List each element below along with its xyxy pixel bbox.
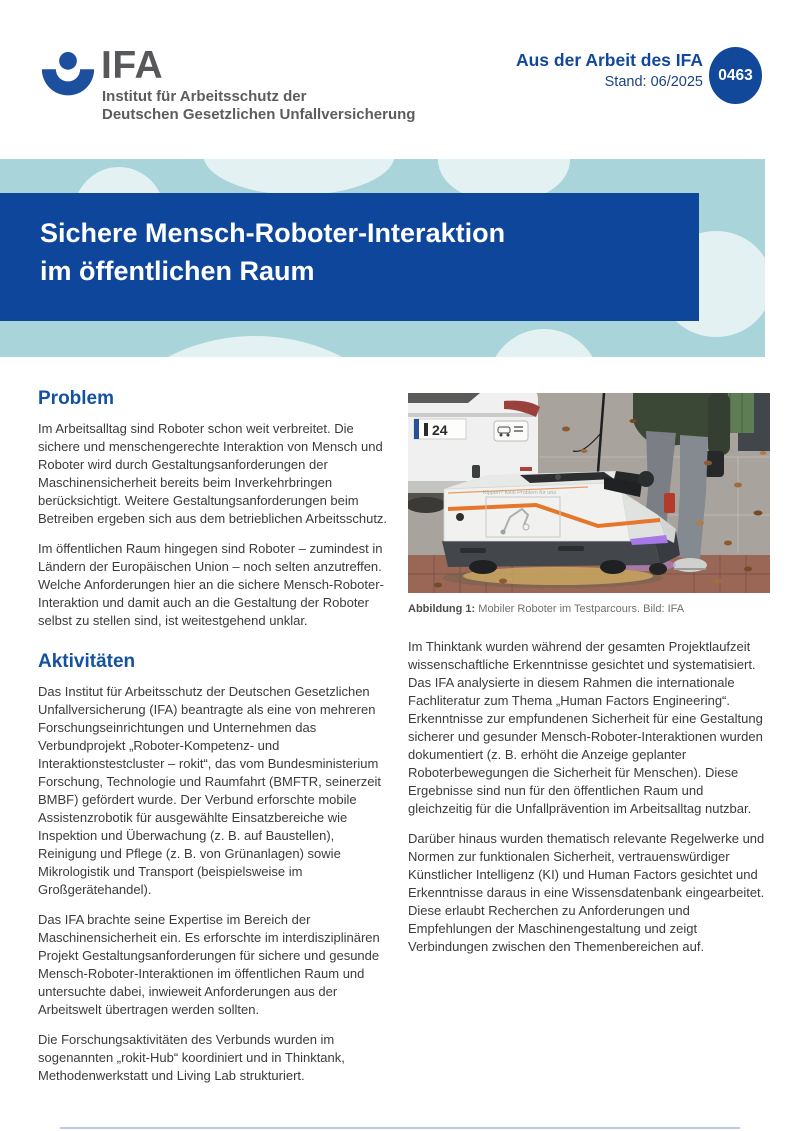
paragraph: Das IFA brachte seine Expertise im Bereich der Maschinensicherheit ein. Es erforschte im interdisziplinären Projekt Gestaltungsanforderungen für sichere und gesunde Mensch-Roboter-Interaktionen im öffentlichen Raum und untersuchte dabei, inwieweit Anforderungen aus der Arbeitswelt übertragen werden sollten. (38, 912, 380, 1017)
paragraph: Darüber hinaus wurden thematisch relevante Regelwerke und Normen zur funktionalen Sicherheit, vertrauenswürdiger Künstlicher Intelligenz (KI) und Human Factors gesichtet und Erkenntnisse daraus in eine Wissensdatenbank eingearbeitet. Diese erlaubt Recherchen zu Anforderungen und Empfehlungen der Maschinengestaltung und zeigt Verbindungen zwischen den Themenbereichen auf. (408, 831, 765, 954)
paragraph: Die Forschungsaktivitäten des Verbunds wurden im sogenannten „rokit-Hub“ koordiniert und in Thinktank, Methodenwerkstatt und Living Lab strukturiert. (38, 1032, 345, 1083)
org-line-1: Institut für Arbeitsschutz der (102, 88, 307, 105)
page-title (0, 193, 699, 321)
robot-side-text: Kippen? Kein Problem für uns (483, 490, 557, 496)
mobile-robot (442, 465, 680, 588)
title-banner (0, 159, 765, 357)
title-line-2: im öffentlichen Raum (40, 256, 315, 286)
banner-decor-circle (488, 329, 600, 357)
license-plate (414, 419, 466, 439)
series-title: Aus der Arbeit des IFA (515, 50, 703, 70)
issue-badge: 0463 (709, 47, 762, 104)
org-line-2: Deutschen Gesetzlichen Unfallversicherung (102, 106, 416, 123)
banner-decor-circle (95, 336, 415, 357)
date-label: Stand: 06/2025 (604, 74, 703, 90)
ifa-logo-icon (40, 44, 96, 102)
right-column (408, 393, 770, 968)
section-heading-aktivitaeten: Aktivitäten (38, 651, 136, 672)
header-meta (516, 50, 703, 90)
org-name (102, 88, 415, 124)
figure-caption (408, 602, 770, 616)
figure-photo (408, 393, 770, 593)
paragraph: Das Institut für Arbeitsschutz der Deutschen Gesetzlichen Unfallversicherung (IFA) beantragte als eine von mehreren Forschungseinrichtungen und Unternehmen das Verbundprojekt „Roboter-Kompetenz- und Interaktionstestcluster – rokit“, das vom Bundesministerium Forschung, Technologie und Raumfahrt (BMFTR, seinerzeit BMBF) gefördert wurde. Der Verbund erforschte mobile Assistenzrobotik für ausgewählte Einsatzbereiche wie Inspektion und Überwachung (z. B. auf Baustellen), Reinigung und Pflege (z. B. von Grünanlagen) sowie Mikrologistik und Transport (beispielsweise im Großgerätehandel). (38, 684, 381, 897)
footer-rule (60, 1127, 740, 1129)
brand-text: IFA (101, 44, 164, 87)
paragraph: Im öffentlichen Raum hingegen sind Roboter – zumindest in Ländern der Europäischen Union – noch selten anzutreffen. Welche Anforderungen hier an die sichere Mensch-Roboter-Interaktion und damit auch an die Gestaltung der Roboter selbst zu stellen sind, ist weitestgehend unklar. (38, 541, 384, 628)
car-sticker (494, 421, 528, 441)
figure-1 (408, 393, 770, 616)
left-column (38, 388, 391, 1097)
license-plate-number: 24 (432, 422, 448, 438)
figure-caption-text: Mobiler Roboter im Testparcours. Bild: IFA (478, 603, 685, 615)
figure-caption-label: Abbildung 1: (408, 603, 476, 615)
paragraph: Im Arbeitsalltag sind Roboter schon weit verbreitet. Die sichere und menschengerechte Interaktion von Mensch und Roboter wird durch Gestaltungsanforderungen der Maschinensicherheit bereits beim Inverkehrbringen berücksichtigt. Weitere Gestaltungsanforderungen beim Betreiben ergeben sich aus dem betrieblichen Arbeitsschutz. (38, 421, 388, 526)
banner-decor-circle (203, 159, 395, 195)
section-heading-problem: Problem (38, 388, 115, 409)
paragraph: Im Thinktank wurden während der gesamten Projektlaufzeit wissenschaftliche Erkenntnisse gesichtet und systematisiert. Das IFA analysierte in diesem Rahmen die internationale Fachliteratur zum Thema „Human Factors Engineering“. Erkenntnisse zur empfundenen Sicherheit für eine Gestaltung sicherer und gesunder Mensch-Roboter-Interaktionen wurden dokumentiert (z. B. erhöht die Anzeige geplanter Roboterbewegungen die Sicherheit für Menschen). Diese Ergebnisse sind nun für den öffentlichen Raum und gleichzeitig für die Unfallprävention im Arbeitsalltag nutzbar. (408, 639, 763, 816)
title-line-1: Sichere Mensch-Roboter-Interaktion (40, 218, 506, 248)
